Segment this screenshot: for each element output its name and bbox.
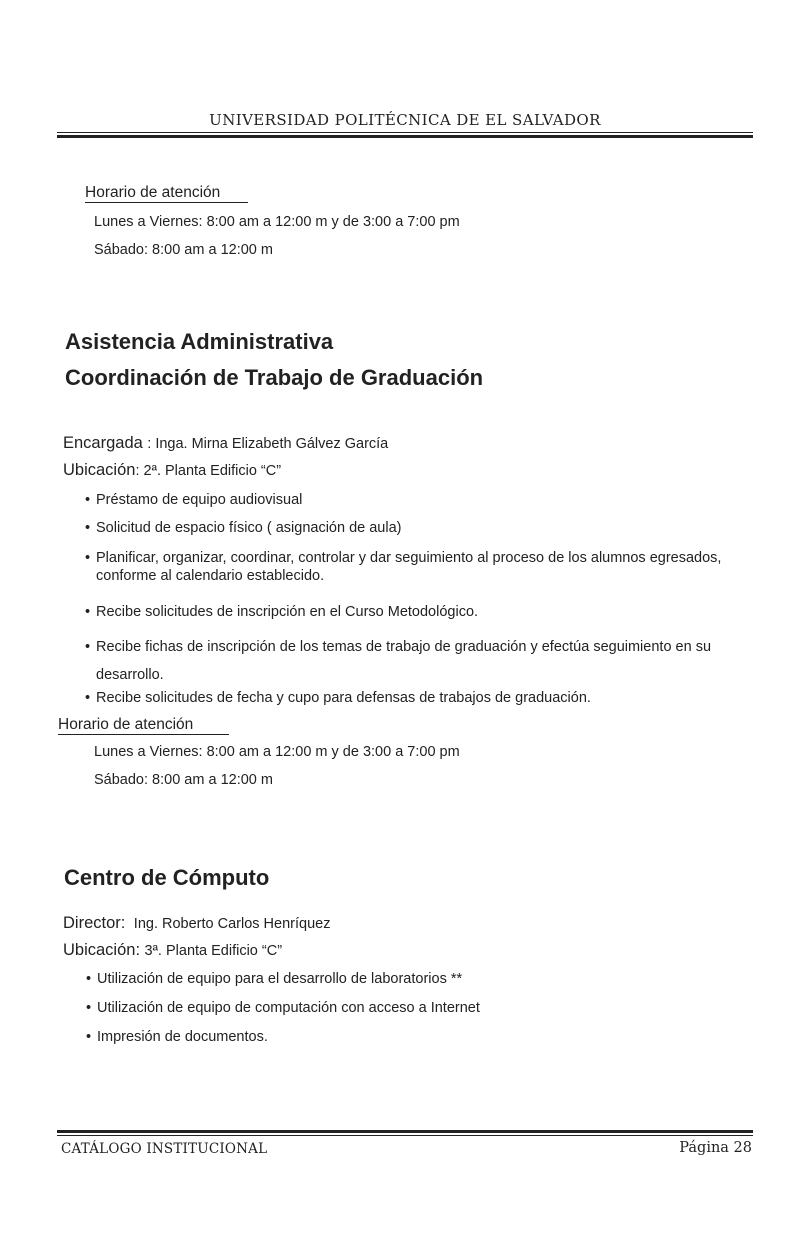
hours-saturday: Sábado: 8:00 am a 12:00 m — [94, 242, 273, 258]
location-label: Ubicación: — [63, 941, 141, 959]
list-item: • Utilización de equipo para el desarrollo de laboratorios ** — [86, 971, 463, 987]
list-item: • Recibe solicitudes de inscripción en el Curso Metodológico. — [85, 604, 479, 620]
page-header-title: UNIVERSIDAD POLITÉCNICA DE EL SALVADOR — [209, 111, 601, 129]
list-item: • Solicitud de espacio físico ( asignación de aula) — [85, 520, 402, 536]
hours-title: Horario de atención — [85, 184, 254, 203]
director-value: Ing. Roberto Carlos Henríquez — [133, 916, 331, 932]
section-title-coordinacion: Coordinación de Trabajo de Graduación — [65, 365, 484, 390]
page-number: Página 28 — [679, 1140, 752, 1156]
footer-catalog-label: CATÁLOGO INSTITUCIONAL — [61, 1141, 268, 1157]
manager-value: : Inga. Mirna Elizabeth Gálvez García — [147, 436, 389, 452]
list-item: • Préstamo de equipo audiovisual — [85, 492, 303, 508]
header-rule-thick — [57, 135, 753, 138]
list-item: • Recibe solicitudes de fecha y cupo para defensas de trabajos de graduación. — [85, 690, 591, 706]
list-item: • Recibe fichas de inscripción de los temas de trabajo de graduación y efectúa seguimiento en su desarrollo. — [85, 639, 712, 683]
manager-label: Encargada — [63, 434, 143, 452]
list-item: • Utilización de equipo de computación con acceso a Internet — [86, 1000, 480, 1016]
director-row — [63, 914, 330, 933]
section-title-asistencia: Asistencia Administrativa — [65, 329, 334, 354]
location-row — [63, 941, 282, 960]
location-row — [63, 461, 281, 480]
header-rule-thin — [57, 132, 753, 133]
footer-rule-thick — [57, 1130, 753, 1133]
list-item: • Planificar, organizar, coordinar, controlar y dar seguimiento al proceso de los alumnos egresados, conforme al calendario establecido. — [85, 550, 722, 584]
location-value: : 2ª. Planta Edificio “C” — [135, 463, 282, 479]
footer-rule-thin — [57, 1135, 753, 1136]
hours-saturday: Sábado: 8:00 am a 12:00 m — [94, 772, 273, 788]
list-item: • Impresión de documentos. — [86, 1029, 268, 1045]
hours-title: Horario de atención — [58, 716, 235, 735]
section-title-computo: Centro de Cómputo — [64, 865, 270, 890]
manager-row — [63, 434, 388, 453]
director-label: Director: — [63, 914, 126, 932]
hours-weekdays: Lunes a Viernes: 8:00 am a 12:00 m y de 3:00 a 7:00 pm — [94, 214, 460, 230]
location-value: 3ª. Planta Edificio “C” — [144, 943, 283, 959]
hours-weekdays: Lunes a Viernes: 8:00 am a 12:00 m y de 3:00 a 7:00 pm — [94, 744, 460, 760]
location-label: Ubicación — [63, 461, 136, 479]
